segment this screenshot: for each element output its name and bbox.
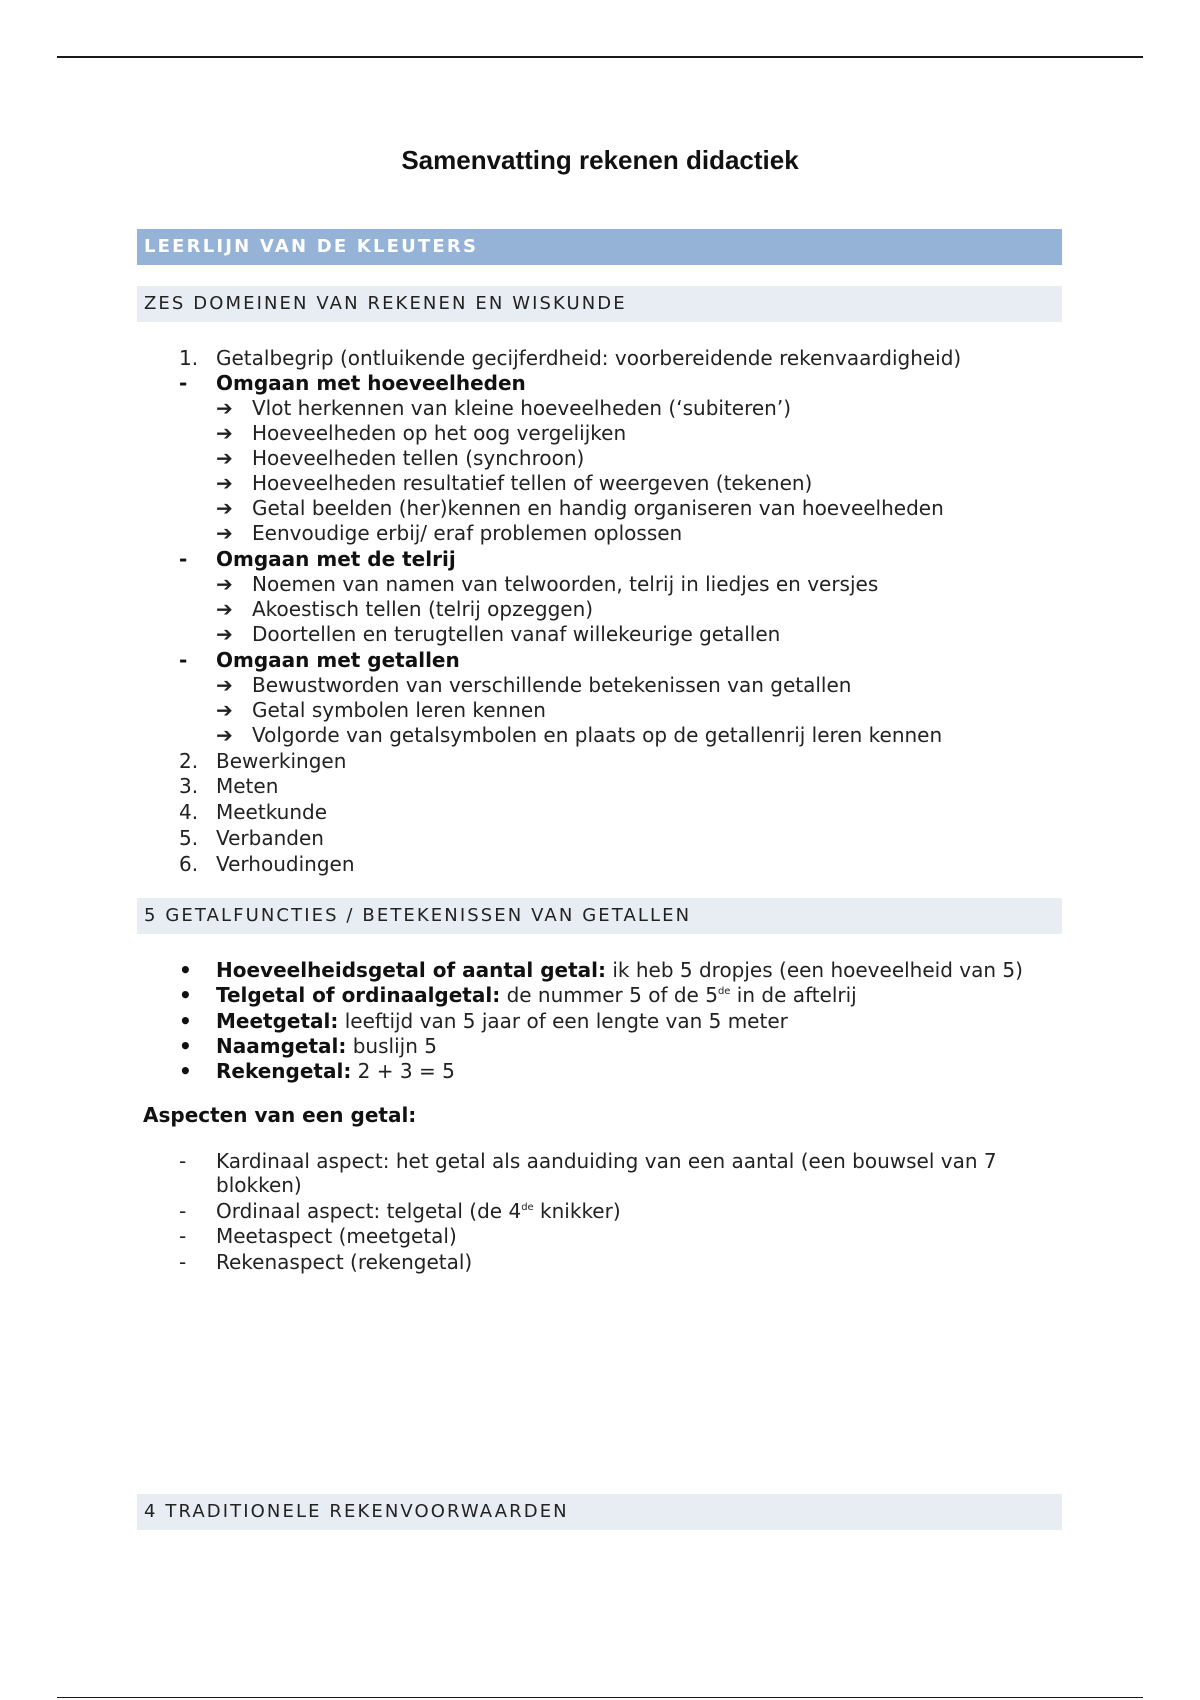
list-item-text: Getal beelden (her)kennen en handig organiseren van hoeveelheden <box>252 496 944 520</box>
domain-text: Verhoudingen <box>216 852 355 876</box>
list-number: 5. <box>179 826 199 850</box>
page-title: Samenvatting rekenen didactiek <box>401 145 799 175</box>
term: Rekengetal: <box>216 1059 352 1083</box>
list-item-text: Hoeveelheden resultatief tellen of weergeven (tekenen) <box>252 471 813 495</box>
list-item-text: Rekenaspect (rekengetal) <box>216 1250 473 1274</box>
arrow-icon: ➔ <box>216 597 233 621</box>
list-item-text: Akoestisch tellen (telrij opzeggen) <box>252 597 594 621</box>
aspects-heading: Aspecten van een getal: <box>143 1103 417 1127</box>
arrow-icon: ➔ <box>216 396 233 420</box>
group-label: Omgaan met de telrij <box>216 547 456 571</box>
subsection-heading-getalfuncties: 5 GETALFUNCTIES / BETEKENISSEN VAN GETALLEN <box>137 898 1062 934</box>
bullet-icon: • <box>179 1034 192 1058</box>
bottom-rule <box>57 1697 1143 1698</box>
subsection-heading-rekenvoorwaarden: 4 TRADITIONELE REKENVOORWAARDEN <box>137 1494 1062 1530</box>
list-item-text: Volgorde van getalsymbolen en plaats op de getallenrij leren kennen <box>252 723 943 747</box>
description-tail: in de aftelrij <box>730 983 857 1007</box>
arrow-icon: ➔ <box>216 723 233 747</box>
domain-text: Meten <box>216 774 279 798</box>
term: Telgetal of ordinaalgetal: <box>216 983 501 1007</box>
list-item-text: Vlot herkennen van kleine hoeveelheden (‘subiteren’) <box>252 396 792 420</box>
domain-text: Meetkunde <box>216 800 328 824</box>
top-rule <box>57 56 1143 58</box>
dash-marker: - <box>179 648 188 672</box>
bullet-icon: • <box>179 1059 192 1083</box>
list-number: 1. <box>179 346 199 370</box>
dash-marker: - <box>179 547 188 571</box>
dash-marker: - <box>179 1149 187 1173</box>
list-item-text-tail: knikker) <box>533 1199 621 1223</box>
dash-marker: - <box>179 1199 187 1223</box>
domain-text: Bewerkingen <box>216 749 347 773</box>
domain-text: Getalbegrip (ontluikende gecijferdheid: voorbereidende rekenvaardigheid) <box>216 346 962 370</box>
arrow-icon: ➔ <box>216 471 233 495</box>
list-number: 2. <box>179 749 199 773</box>
arrow-icon: ➔ <box>216 496 233 520</box>
group-label: Omgaan met hoeveelheden <box>216 371 526 395</box>
list-item-text: Doortellen en terugtellen vanaf willekeurige getallen <box>252 622 781 646</box>
bullet-icon: • <box>179 983 192 1007</box>
list-item-text: Ordinaal aspect: telgetal (de 4 <box>216 1199 522 1223</box>
term: Meetgetal: <box>216 1009 339 1033</box>
list-number: 4. <box>179 800 199 824</box>
list-item-text: Getal symbolen leren kennen <box>252 698 546 722</box>
dash-marker: - <box>179 1250 187 1274</box>
list-number: 3. <box>179 774 199 798</box>
list-item-text: Hoeveelheden tellen (synchroon) <box>252 446 585 470</box>
term: Naamgetal: <box>216 1034 347 1058</box>
subsection-heading-zes-domeinen: ZES DOMEINEN VAN REKENEN EN WISKUNDE <box>137 286 1062 322</box>
arrow-icon: ➔ <box>216 421 233 445</box>
dash-marker: - <box>179 1224 187 1248</box>
list-item-text: Eenvoudige erbij/ eraf problemen oplossen <box>252 521 683 545</box>
group-label: Omgaan met getallen <box>216 648 460 672</box>
section-heading-leerlijn: LEERLIJN VAN DE KLEUTERS <box>137 229 1062 265</box>
list-item-text: Bewustworden van verschillende betekenissen van getallen <box>252 673 852 697</box>
arrow-icon: ➔ <box>216 521 233 545</box>
arrow-icon: ➔ <box>216 572 233 596</box>
list-item-text: blokken) <box>216 1173 302 1197</box>
description: buslijn 5 <box>346 1034 437 1058</box>
description: leeftijd van 5 jaar of een lengte van 5 meter <box>338 1009 788 1033</box>
list-item-text: Meetaspect (meetgetal) <box>216 1224 457 1248</box>
bullet-icon: • <box>179 958 192 982</box>
domain-text: Verbanden <box>216 826 324 850</box>
arrow-icon: ➔ <box>216 673 233 697</box>
arrow-icon: ➔ <box>216 698 233 722</box>
list-number: 6. <box>179 852 199 876</box>
list-item-text: Noemen van namen van telwoorden, telrij in liedjes en versjes <box>252 572 879 596</box>
superscript: de <box>717 986 731 997</box>
bullet-icon: • <box>179 1009 192 1033</box>
term: Hoeveelheidsgetal of aantal getal: <box>216 958 606 982</box>
arrow-icon: ➔ <box>216 622 233 646</box>
list-item-text: Hoeveelheden op het oog vergelijken <box>252 421 627 445</box>
description: de nummer 5 of de 5 <box>500 983 718 1007</box>
description: 2 + 3 = 5 <box>351 1059 455 1083</box>
list-item-text: Kardinaal aspect: het getal als aanduiding van een aantal (een bouwsel van 7 <box>216 1149 997 1173</box>
superscript: de <box>521 1202 534 1213</box>
dash-marker: - <box>179 371 188 395</box>
description: ik heb 5 dropjes (een hoeveelheid van 5) <box>606 958 1023 982</box>
arrow-icon: ➔ <box>216 446 233 470</box>
